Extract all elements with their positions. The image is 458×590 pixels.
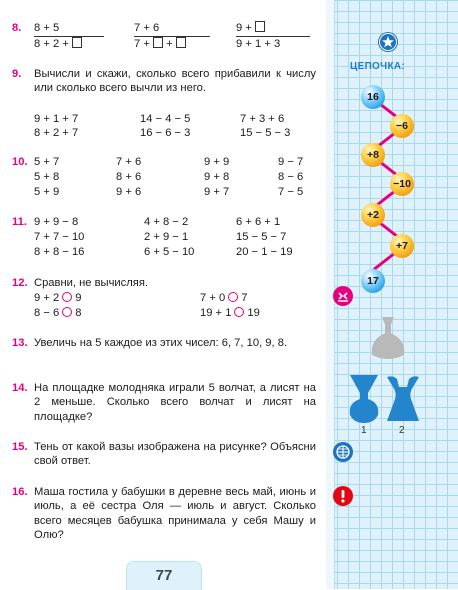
expression: 7 + 3 + 6 <box>240 113 285 125</box>
chain-ball: +7 <box>390 234 414 258</box>
expression: 14 − 4 − 5 <box>140 113 191 125</box>
expression: 2 + 9 − 1 <box>144 231 189 243</box>
chain-ball: −6 <box>390 114 414 138</box>
expression: 16 − 6 − 3 <box>140 127 191 139</box>
expression: 9 + 6 <box>116 186 142 198</box>
exercise-number: 13. <box>12 337 28 349</box>
expression: 7 − 5 <box>278 186 304 198</box>
exercise-15 <box>12 440 318 472</box>
exercise-8 <box>12 21 318 53</box>
exercise-9 <box>12 67 318 143</box>
expression: 9 − 7 <box>278 156 304 168</box>
expression: 8 − 6 <box>278 171 304 183</box>
exercise-16 <box>12 485 318 545</box>
expression: 8 + 8 − 16 <box>34 246 85 258</box>
expression: 9 + 9 <box>204 156 230 168</box>
vase-1-label: 1 <box>361 425 367 436</box>
compare-circle <box>228 292 238 302</box>
star-badge-icon <box>378 32 398 52</box>
vase-shadow-image <box>366 315 410 361</box>
compare-circle <box>62 307 72 317</box>
exercise-13 <box>12 336 318 368</box>
exercise-10 <box>12 155 318 201</box>
chain-ball: +2 <box>361 203 385 227</box>
exercise-text: Тень от какой вазы изображена на рисунке? Объясни свой ответ. <box>34 441 316 468</box>
exercise-14 <box>12 381 318 427</box>
exercise-number: 8. <box>12 22 22 34</box>
exercise-11 <box>12 215 318 261</box>
comparison: 8 − 6 8 <box>34 307 82 319</box>
blank-box <box>176 37 186 48</box>
expression: 5 + 8 <box>34 171 60 183</box>
exercise-number: 10. <box>12 156 28 168</box>
exercise-text: Маша гостила у бабушки в деревне весь май, июнь и июль, а её сестра Оля — июль и август. Сколько всего месяцев бабушка принимала у себя Машу и Олю? <box>34 486 316 542</box>
comparison: 7 + 0 7 <box>200 292 248 304</box>
exercise-number: 14. <box>12 382 28 394</box>
vase-2-label: 2 <box>399 425 405 436</box>
expression: 8 + 2 + <box>34 37 82 51</box>
exercise-number: 9. <box>12 68 22 80</box>
vase-1-image <box>346 373 382 425</box>
comparison: 9 + 2 9 <box>34 292 82 304</box>
exercise-text: На площадке молодняка играли 5 волчат, а лисят на 2 меньше. Сколько всего волчат и лисят на площадке? <box>34 382 316 423</box>
expression: 9 + 9 − 8 <box>34 216 79 228</box>
expression: 7 + + <box>134 37 186 51</box>
expression: 7 + 6 <box>134 22 160 34</box>
exercise-text: Сравни, не вычисляя. <box>34 277 149 289</box>
compare-circle <box>62 292 72 302</box>
expression: 9 + <box>236 21 265 35</box>
expression: 20 − 1 − 19 <box>236 246 293 258</box>
comparison-icon <box>333 286 353 306</box>
chain-ball-end: 17 <box>361 269 385 293</box>
exercise-text: Вычисли и скажи, сколько всего прибавили к числу или сколько всего вычли из него. <box>34 68 316 95</box>
page-number-tab <box>126 561 202 590</box>
blank-box <box>153 37 163 48</box>
expression: 4 + 8 − 2 <box>144 216 189 228</box>
compare-circle <box>234 307 244 317</box>
exercise-number: 11. <box>12 216 27 228</box>
chain-ball: −10 <box>390 172 414 196</box>
expression: 7 + 7 − 10 <box>34 231 85 243</box>
expression: 15 − 5 − 7 <box>236 231 287 243</box>
expression: 8 + 5 <box>34 22 60 34</box>
expression: 15 − 5 − 3 <box>240 127 291 139</box>
blank-box <box>255 21 265 32</box>
page-number: 77 <box>155 567 173 584</box>
chain-ball: +8 <box>361 143 385 167</box>
expression: 9 + 7 <box>204 186 230 198</box>
expression: 5 + 7 <box>34 156 60 168</box>
exercise-number: 15. <box>12 441 28 453</box>
expression: 9 + 1 + 3 <box>236 38 281 50</box>
exercise-number: 16. <box>12 486 28 498</box>
expression: 6 + 5 − 10 <box>144 246 195 258</box>
exercise-12 <box>12 276 318 322</box>
chain-title: ЦЕПОЧКА: <box>350 61 406 72</box>
exercise-text: Увеличь на 5 каждое из этих чисел: 6, 7, 10, 9, 8. <box>34 337 288 349</box>
expression: 8 + 2 + 7 <box>34 127 79 139</box>
chain-ball-start: 16 <box>361 85 385 109</box>
grid-globe-icon <box>333 442 353 462</box>
expression: 9 + 8 <box>204 171 230 183</box>
expression: 6 + 6 + 1 <box>236 216 281 228</box>
attention-icon <box>333 486 353 506</box>
comparison: 19 + 1 19 <box>200 307 260 319</box>
blank-box <box>72 37 82 48</box>
expression: 8 + 6 <box>116 171 142 183</box>
vase-2-image <box>385 373 421 423</box>
expression: 5 + 9 <box>34 186 60 198</box>
expression: 7 + 6 <box>116 156 142 168</box>
exercise-number: 12. <box>12 277 28 289</box>
expression: 9 + 1 + 7 <box>34 113 79 125</box>
